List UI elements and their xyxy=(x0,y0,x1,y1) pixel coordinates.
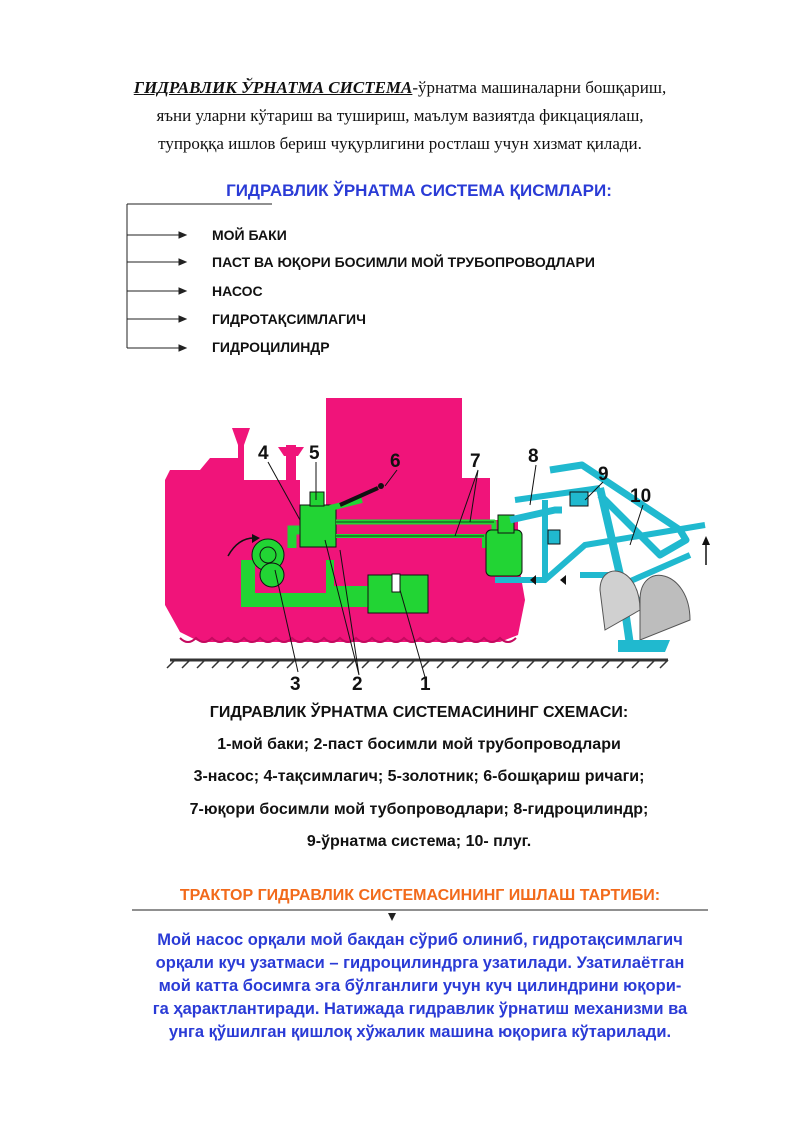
scheme-title: ГИДРАВЛИК ЎРНАТМА СИСТЕМАСИНИНГ СХЕМАСИ: xyxy=(209,704,629,721)
arrow-head-icon xyxy=(179,345,186,351)
parts-title: ГИДРАВЛИК ЎРНАТМА СИСТЕМА ҚИСМЛАРИ: xyxy=(226,181,612,200)
scheme-legend-line-1: 1-мой баки; 2-паст босимли мой трубопроводлари xyxy=(217,736,621,753)
plough xyxy=(600,571,690,652)
scheme-legend-line-2: 3-насос; 4-тақсимлагич; 5-золотник; 6-бошқариш ричаги; xyxy=(193,768,645,785)
parts-bracket xyxy=(0,0,800,370)
part-item-pump: НАСОС xyxy=(212,283,263,299)
intro-term: ГИДРАВЛИК ЎРНАТМА СИСТЕМА xyxy=(133,78,413,97)
diagram-label-7: 7 xyxy=(470,451,481,472)
order-line-4: га ҳарактлантиради. Натижада гидравлик ўрнатиш механизми ва xyxy=(152,1000,688,1018)
part-item-cylinder: ГИДРОЦИЛИНДР xyxy=(212,339,330,355)
diagram-label-4: 4 xyxy=(258,443,269,464)
diagram-label-8: 8 xyxy=(528,446,539,467)
order-line-1: Мой насос орқали мой бакдан сўриб олиниб, гидротақсимлагич xyxy=(157,931,683,949)
diagram-label-9: 9 xyxy=(598,464,609,485)
part-item-oil-tank: МОЙ БАКИ xyxy=(212,227,287,243)
diagram-label-1: 1 xyxy=(420,674,431,695)
arrow-head-icon xyxy=(179,232,186,238)
order-divider xyxy=(0,905,800,925)
arrow-head-icon xyxy=(179,259,186,265)
diagram-label-2: 2 xyxy=(352,674,363,695)
order-title: ТРАКТОР ГИДРАВЛИК СИСТЕМАСИНИНГ ИШЛАШ ТАРТИБИ: xyxy=(179,887,661,904)
pump-gear-right xyxy=(260,563,284,587)
diagram-label-10: 10 xyxy=(630,486,652,507)
scheme-legend-line-4: 9-ўрнатма система; 10- плуг. xyxy=(306,833,532,850)
diagram-label-3: 3 xyxy=(290,674,301,695)
diagram-label-5: 5 xyxy=(309,443,320,464)
scheme-legend-line-3: 7-юқори босимли мой тубопроводлари; 8-гидроцилиндр; xyxy=(189,801,649,818)
spool-valve xyxy=(310,492,324,506)
arrow-head-icon xyxy=(179,288,186,294)
ground xyxy=(167,660,668,668)
arrow-head-icon xyxy=(179,316,186,322)
distributor xyxy=(300,505,336,547)
order-description xyxy=(100,929,740,1044)
order-line-3: мой катта босимга эга бўлганлиги учун куч цилиндрини юқори- xyxy=(158,977,682,995)
intro-line-3: тупроққа ишлов бериш чуқурлигини ростлаш учун хизмат қилади. xyxy=(158,134,642,153)
intro-line-2: яъни уларни кўтариш ва тушириш, маълум вазиятда фикцациялаш, xyxy=(156,106,644,125)
divider-arrow-icon xyxy=(388,913,396,921)
order-line-2: орқали куч узатмаси – гидроцилиндрга узатилади. Узатилаётган xyxy=(155,954,685,972)
part-item-pipelines: ПАСТ ВА ЮҚОРИ БОСИМЛИ МОЙ ТРУБОПРОВОДЛАРИ xyxy=(212,254,595,270)
hydraulic-cylinder xyxy=(486,530,522,576)
diagram-label-6: 6 xyxy=(390,451,401,472)
part-item-distributor: ГИДРОТАҚСИМЛАГИЧ xyxy=(212,311,366,327)
lift-arrow-head-icon xyxy=(702,536,710,545)
order-line-5: унга қўшилган қишлоқ хўжалик машина юқорига кўтарилади. xyxy=(168,1023,672,1041)
intro-line-1-rest: -ўрнатма машиналарни бошқариш, xyxy=(412,78,667,97)
hydraulic-system-diagram xyxy=(0,380,800,700)
